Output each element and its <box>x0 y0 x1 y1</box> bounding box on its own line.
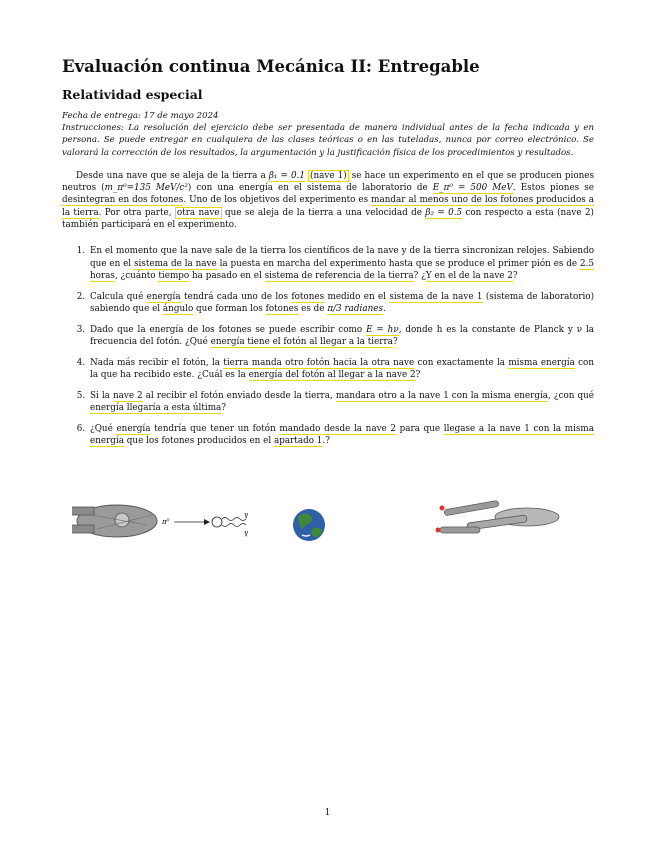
pion-mass: m_π⁰=135 MeV/c² <box>104 183 188 194</box>
spaceship-2-icon <box>436 500 560 533</box>
question-item: 1. En el momento que la nave sale de la tierra los científicos de la nave y de la tierra sincronizan relojes. Sabiendo que en el sistema de la nave la puesta en marcha del experimento hasta que se produce el primer pión es de 2.5 horas, ¿cuánto tiempo ha pasado en el sistema de referencia de la tierra? ¿Y en el de la nave 2? <box>88 245 594 282</box>
pion-decay-diagram <box>161 511 248 537</box>
highlight-energy: E_π⁰ = 500 MeV <box>432 183 513 194</box>
question-item: 3. Dado que la energía de los fotones se puede escribir como E = hν, donde h es la constante de Planck y ν la frecuencia del fotón. ¿Qué energía tiene el fotón al llegar a la tierra? <box>88 324 594 349</box>
intro-text: . Por otra parte, <box>98 207 175 218</box>
spaceship-1-icon <box>72 505 157 537</box>
illustration-row <box>72 495 612 555</box>
instructions: Instrucciones: La resolución del ejercicio debe ser presentada de manera individual antes de la fecha indicada y en persona. Se puede entregar en cualquiera de las clases teóricas o en las tuteladas, nunca por correo electrónico. Se valorará la corrección de los resultados, la argumentación y la justificación física de los procedimientos y resultados. <box>62 123 594 158</box>
gamma-label-2: γ <box>244 529 249 537</box>
gamma-label-1: γ <box>244 511 249 519</box>
intro-text: que se aleja de la tierra a una velocidad de <box>221 207 426 218</box>
illustration-svg <box>72 495 612 555</box>
intro-paragraph <box>62 170 594 231</box>
section-title: Relatividad especial <box>62 87 203 102</box>
intro-text: Desde una nave que se aleja de la tierra a <box>76 170 269 181</box>
question-item: 2. Calcula qué energía tendrá cada uno de los fotones medido en el sistema de la nave 1 (sistema de laboratorio) sabiendo que el ángulo que forman los fotones es de π/3 radianes. <box>88 291 594 316</box>
highlight-objetivo: mandar al menos uno de los fotones producidos a la tierra <box>62 195 594 218</box>
page-title: Evaluación continua Mecánica II: Entregable <box>62 57 480 76</box>
intro-text: se hace un experimento en el que se producen piones neutros ( <box>62 170 595 194</box>
highlight-beta1: β₁ = 0.1 <box>268 170 305 181</box>
boxed-otra-nave: otra nave <box>176 207 220 218</box>
highlight-beta2: β₂ = 0.5 <box>425 207 463 218</box>
boxed-nave1: (nave 1) <box>310 170 347 181</box>
question-item: 4. Nada más recibir el fotón, la tierra manda otro fotón hacia la otra nave con exactamente la misma energía con la que ha recibido este. ¿Cuál es la energía del fotón al llegar a la nave 2? <box>88 357 594 382</box>
intro-text: con respecto a esta (nave 2) también participará en el experimento. <box>62 207 594 230</box>
intro-text: . Estos piones se <box>512 183 594 194</box>
highlight-desintegran: desintegran en dos fotones <box>62 195 184 206</box>
question-list <box>62 245 594 447</box>
due-date: Fecha de entrega: 17 de mayo 2024 <box>62 111 219 121</box>
pion-label: π⁰ <box>162 518 170 526</box>
question-item: 5. Si la nave 2 al recibir el fotón enviado desde la tierra, mandara otro a la nave 1 con la misma energía, ¿con qué energía llegaría a esta última? <box>88 390 594 415</box>
intro-text: ) con una energía en el sistema de laboratorio de <box>187 183 433 194</box>
meta-block <box>62 110 594 159</box>
document-page <box>62 56 594 456</box>
question-item: 6. ¿Qué energía tendría que tener un fotón mandado desde la nave 2 para que llegase a la nave 1 con la misma energía que los fotones producidos en el apartado 1.? <box>88 423 594 448</box>
intro-text: . Uno de los objetivos del experimento es <box>183 195 372 206</box>
page-number: 1 <box>324 808 331 818</box>
earth-icon <box>293 509 325 541</box>
